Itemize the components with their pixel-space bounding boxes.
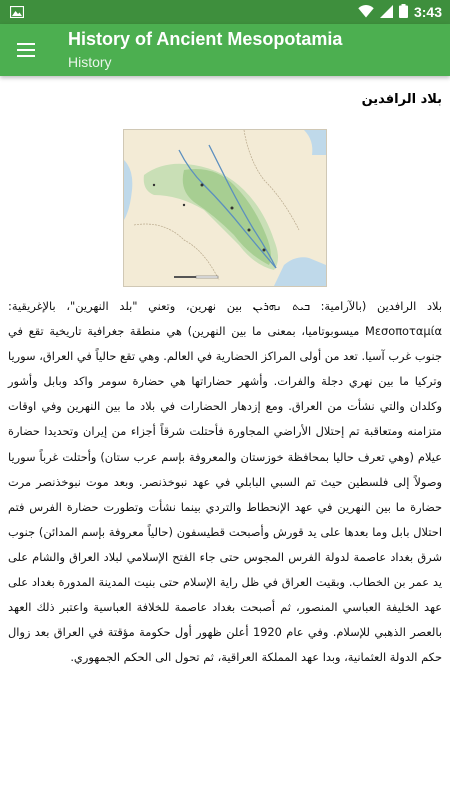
battery-icon: [399, 3, 408, 22]
map-image: [123, 129, 327, 287]
hamburger-menu-icon[interactable]: [10, 34, 42, 66]
app-bar: [0, 24, 450, 76]
article-body: بلاد الرافدين (بالآرامية: ܒܝܬ ܢܗܪܝܢ بين نهرين، وتعني "بلد النهرين"، بالإغريقية: Μεσοποταμία ميسوبوتاميا، بمعنى ما بين النهرين) هي منطقة جغرافية تاريخية تقع في جنوب غرب آسيا. تعد من أولى المراكز الحضارية في العالم. وهي تقع حالياً في العراق، سوريا وتركيا ما بين نهري دجلة والفرات. وأشهر حضاراتها هي حضارة سومر واكد وبابل وأشور وكلدان والتي نشأت من العراق. ومع إزدهار الحضارات في بلاد ما بين النهرين وفي اوقات متزامنه ومتعاقبة تم إحتلال الأراضي المجاورة فأحتلت شرقاً أجزاء من إيران وتحديدا حضارة عيلام (وهي تعرف حاليا بمحافظة خوزستان والمعروفة بإسم عرب ستان) وأحتلت غرباً سوريا وصولاً إلى فلسطين حيث تم السبي البابلي في عهد نبوخذنصر. وبعد موت نبوخذنصر مرت حضارة ما بين النهرين في عهد الإنحطاط والتردي بينما نشأت وتطورت حضارة الفرس فتم احتلال بابل وما بعدها على يد قورش وأصبحت قطيسفون (حالياً معروفة بإسم المدائن) جنوب شرق بغداد عاصمة لدولة الفرس المجوس حتى جاء الفتح الإسلامي لبلاد العراق والشام على يد عمر بن الخطاب. وبقيت العراق في ظل راية الإسلام حتى بنيت المدينة المدورة بغداد على عهد الخليفة العباسي المنصور، ثم أصبحت بغداد عاصمة للخلافة العباسية واعتبر ذلك العهد بالعصر الذهبي للإسلام. وفي عام 1920 أعلن ظهور أول حكومة مؤقتة في العراق بعد زوال حكم الدولة العثمانية، وبدا عهد المملكة العراقية، ثم تحول الى الحكم الجمهوري.: [8, 299, 442, 665]
status-time: 3:43: [413, 4, 442, 20]
image-icon: [10, 3, 24, 22]
wifi-icon: [358, 3, 374, 22]
article-title: بلاد الرافدين: [361, 92, 442, 107]
app-title: History of Ancient Mesopotamia: [68, 29, 343, 49]
app-subtitle: History: [68, 54, 112, 70]
article-content: [0, 76, 450, 800]
status-bar: [0, 0, 450, 24]
signal-icon: [380, 3, 393, 22]
